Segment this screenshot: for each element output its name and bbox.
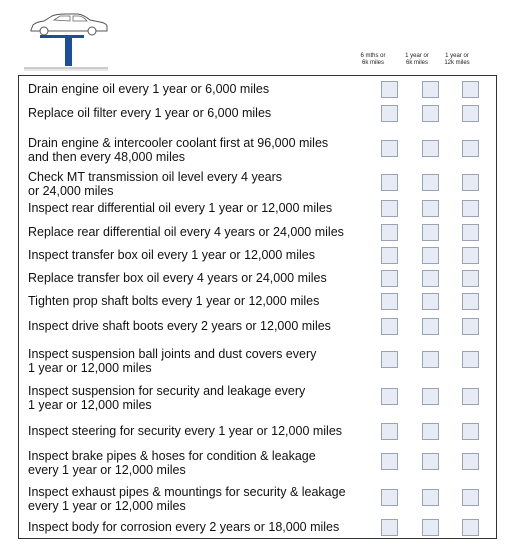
task-label: [28, 248, 363, 262]
checkbox[interactable]: [422, 270, 439, 287]
task-label-line: Inspect suspension ball joints and dust covers every: [28, 347, 317, 361]
checkbox[interactable]: [381, 423, 398, 440]
task-label-line: Inspect steering for security every 1 year or 12,000 miles: [28, 424, 343, 438]
task-label-line: and then every 48,000 miles: [28, 150, 186, 164]
task-label-line: Check MT transmission oil level every 4 years: [28, 170, 283, 184]
task-label: [28, 520, 363, 534]
column-header-line: 6 mths or: [360, 53, 386, 59]
column-header-line: 1 year or: [445, 53, 469, 59]
task-label-line: Inspect drive shaft boots every 2 years or 12,000 miles: [28, 319, 331, 333]
checkbox[interactable]: [462, 200, 479, 217]
task-label: [28, 319, 363, 333]
task-label: [28, 201, 363, 215]
checkbox[interactable]: [381, 224, 398, 241]
task-label-line: Inspect body for corrosion every 2 years or 18,000 miles: [28, 520, 340, 534]
checkbox[interactable]: [462, 140, 479, 157]
task-label-line: Inspect rear differential oil every 1 year or 12,000 miles: [28, 201, 333, 215]
column-header-line: 6k miles: [405, 60, 428, 66]
checkbox[interactable]: [381, 351, 398, 368]
task-label: [28, 485, 363, 513]
task-label: [28, 225, 363, 239]
column-header: [397, 53, 437, 67]
checkbox[interactable]: [381, 388, 398, 405]
checkbox[interactable]: [462, 174, 479, 191]
checkbox[interactable]: [462, 270, 479, 287]
checkbox[interactable]: [462, 318, 479, 335]
checkbox[interactable]: [381, 200, 398, 217]
task-label-line: Inspect suspension for security and leakage every: [28, 384, 306, 398]
checkbox[interactable]: [381, 519, 398, 536]
checkbox[interactable]: [381, 453, 398, 470]
checkbox[interactable]: [462, 388, 479, 405]
checkbox[interactable]: [381, 81, 398, 98]
checkbox[interactable]: [422, 318, 439, 335]
column-header: [437, 53, 477, 67]
task-label: [28, 170, 363, 198]
task-label: [28, 271, 363, 285]
checkbox[interactable]: [381, 270, 398, 287]
checkbox[interactable]: [422, 423, 439, 440]
task-label: [28, 424, 363, 438]
checkbox[interactable]: [462, 224, 479, 241]
task-label-line: Replace rear differential oil every 4 years or 24,000 miles: [28, 225, 344, 239]
checkbox[interactable]: [422, 247, 439, 264]
task-label: [28, 347, 363, 375]
task-label: [28, 384, 363, 412]
checkbox[interactable]: [462, 519, 479, 536]
task-label-line: Inspect transfer box oil every 1 year or 12,000 miles: [28, 248, 315, 262]
task-label-line: Drain engine oil every 1 year or 6,000 miles: [28, 82, 270, 96]
checkbox[interactable]: [422, 81, 439, 98]
checkbox[interactable]: [462, 105, 479, 122]
checkbox[interactable]: [422, 388, 439, 405]
checkbox[interactable]: [381, 247, 398, 264]
task-label-line: Inspect brake pipes & hoses for condition & leakage: [28, 449, 316, 463]
task-label-line: every 1 year or 12,000 miles: [28, 463, 186, 477]
task-label-line: Replace transfer box oil every 4 years or 24,000 miles: [28, 271, 327, 285]
task-label-line: every 1 year or 12,000 miles: [28, 499, 186, 513]
task-label-line: 1 year or 12,000 miles: [28, 361, 152, 375]
column-header: [353, 53, 393, 67]
task-label-line: Drain engine & intercooler coolant first at 96,000 miles: [28, 136, 329, 150]
task-label: [28, 82, 363, 96]
task-label: [28, 449, 363, 477]
checkbox[interactable]: [381, 293, 398, 310]
checkbox[interactable]: [422, 453, 439, 470]
checkbox[interactable]: [422, 140, 439, 157]
checkbox[interactable]: [381, 489, 398, 506]
car-on-lift-icon: [22, 6, 112, 72]
task-label-line: Replace oil filter every 1 year or 6,000 miles: [28, 106, 272, 120]
checkbox[interactable]: [462, 293, 479, 310]
column-header-line: 12k miles: [444, 60, 470, 66]
checkbox[interactable]: [462, 453, 479, 470]
maintenance-table: [18, 75, 497, 539]
checkbox[interactable]: [381, 318, 398, 335]
checkbox[interactable]: [422, 293, 439, 310]
task-label-line: Inspect exhaust pipes & mountings for security & leakage: [28, 485, 346, 499]
checkbox[interactable]: [422, 200, 439, 217]
column-header-line: 1 year or: [405, 53, 429, 59]
checkbox[interactable]: [422, 224, 439, 241]
checkbox[interactable]: [422, 174, 439, 191]
checkbox[interactable]: [422, 351, 439, 368]
checkbox[interactable]: [381, 105, 398, 122]
task-label: [28, 294, 363, 308]
checkbox[interactable]: [462, 423, 479, 440]
task-label: [28, 136, 363, 164]
checkbox[interactable]: [462, 489, 479, 506]
checkbox[interactable]: [381, 174, 398, 191]
checkbox[interactable]: [422, 519, 439, 536]
task-label-line: 1 year or 12,000 miles: [28, 398, 152, 412]
column-header-line: 6k miles: [361, 60, 384, 66]
checkbox[interactable]: [422, 105, 439, 122]
checkbox[interactable]: [462, 81, 479, 98]
checkbox[interactable]: [381, 140, 398, 157]
checkbox[interactable]: [462, 351, 479, 368]
task-label-line: or 24,000 miles: [28, 184, 114, 198]
checkbox[interactable]: [462, 247, 479, 264]
task-label: [28, 106, 363, 120]
checkbox[interactable]: [422, 489, 439, 506]
task-label-line: Tighten prop shaft bolts every 1 year or 12,000 miles: [28, 294, 320, 308]
